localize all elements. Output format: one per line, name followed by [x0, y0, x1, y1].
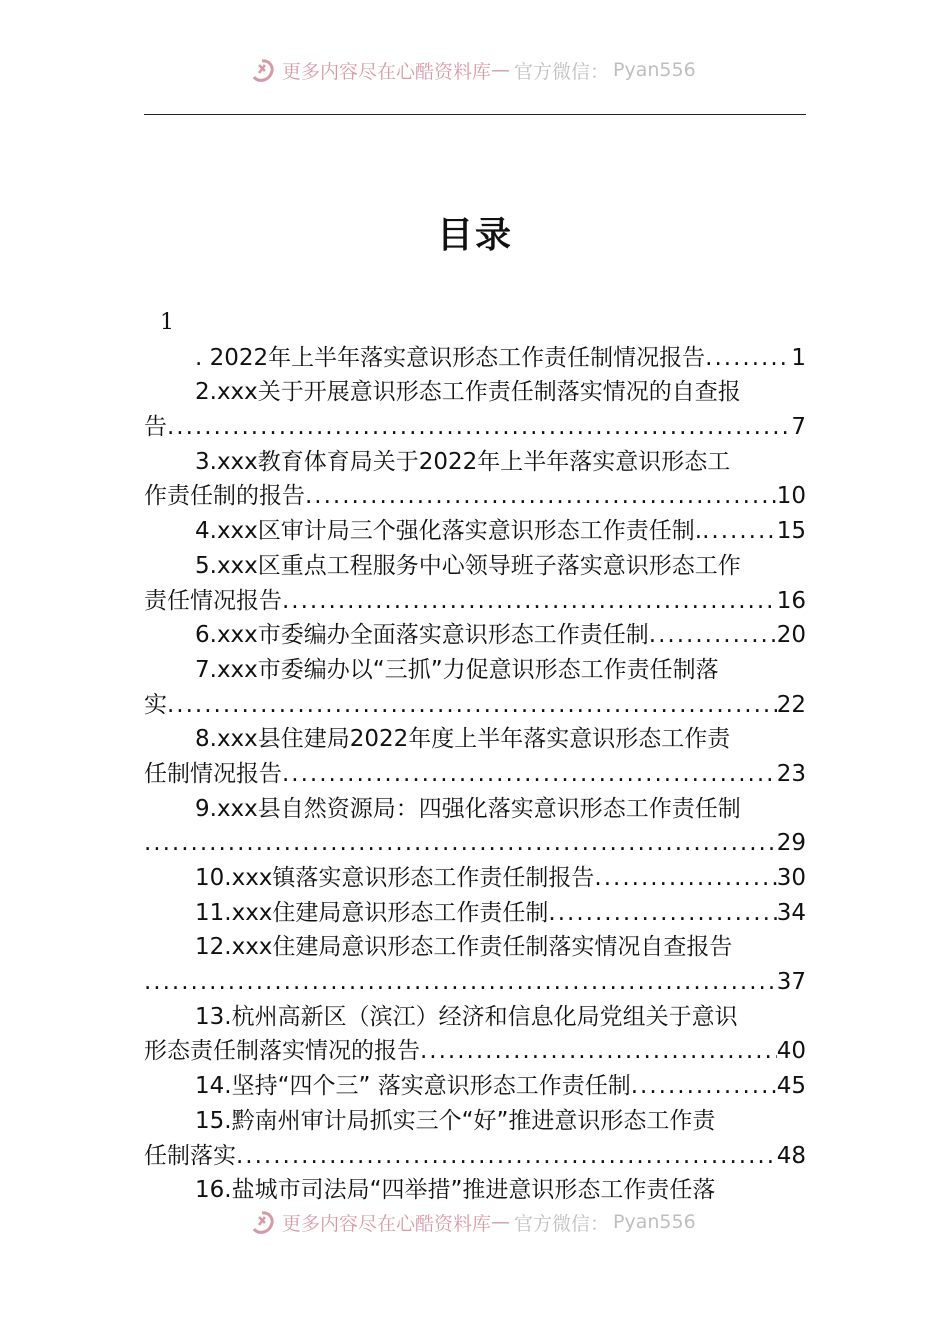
- toc-entry-title: 作责任制的报告: [144, 483, 305, 510]
- toc-page-number: 10: [776, 483, 806, 510]
- brand-logo-icon: [250, 57, 276, 83]
- dot-leader: [705, 341, 791, 376]
- toc-page-number: 20: [776, 622, 806, 649]
- toc-page-number: 48: [776, 1142, 806, 1169]
- toc-entry-title: 9.xxx县自然资源局：四强化落实意识形态工作责任制: [195, 795, 741, 822]
- toc-entry[interactable]: [144, 1000, 806, 1069]
- toc-entry[interactable]: [144, 792, 806, 861]
- dot-leader: [282, 584, 777, 619]
- toc-page-number: 15: [776, 518, 806, 545]
- toc-entry-title: 2.xxx关于开展意识形态工作责任制落实情况的自查报: [195, 379, 741, 406]
- toc-entry-title: 形态责任制落实情况的报告: [144, 1038, 420, 1065]
- dot-leader: [631, 1069, 777, 1104]
- toc-entry[interactable]: [144, 861, 806, 896]
- dot-leader: [594, 861, 776, 896]
- toc-entry[interactable]: [144, 618, 806, 653]
- toc-page-number: 22: [776, 691, 806, 718]
- dot-leader: [702, 514, 777, 549]
- toc-entry[interactable]: [144, 1173, 806, 1208]
- toc-entry[interactable]: [144, 445, 806, 514]
- dot-leader: [236, 1139, 777, 1174]
- watermark-bottom: [250, 1207, 770, 1237]
- toc-entry[interactable]: [144, 549, 806, 618]
- watermark-contact-label: 官方微信：: [514, 60, 610, 83]
- toc-entry-title: 任制落实: [144, 1142, 236, 1169]
- toc-entry-title: . 2022年上半年落实意识形态工作责任制情况报告: [195, 344, 706, 371]
- toc-entry-title: 16.盐城市司法局“四举措”推进意识形态工作责任落: [195, 1177, 716, 1204]
- toc-entry-title: 13.杭州高新区（滨江）经济和信息化局党组关于意识: [195, 1003, 738, 1030]
- toc-page-number: 37: [776, 969, 806, 996]
- watermark-contact-id: Pyan556: [613, 59, 696, 81]
- dot-leader: [305, 479, 777, 514]
- toc-page-number: 1: [791, 344, 806, 371]
- watermark-top: [250, 55, 770, 85]
- toc-page-number: 7: [791, 414, 806, 441]
- dot-leader: [167, 688, 777, 723]
- toc-page-number: 23: [776, 760, 806, 787]
- watermark-separator: —: [491, 59, 511, 81]
- toc-page-number: 40: [776, 1038, 806, 1065]
- dot-leader: [167, 410, 791, 445]
- toc-marker: 1: [160, 310, 174, 335]
- watermark-text: 更多内容尽在心酷资料库: [282, 1212, 492, 1235]
- page-title: 目录: [436, 215, 513, 256]
- toc-entry[interactable]: [144, 930, 806, 999]
- dot-leader: [144, 965, 777, 1000]
- watermark-contact-id: Pyan556: [613, 1211, 696, 1233]
- toc-entry[interactable]: [144, 896, 806, 931]
- toc-entry-title: 8.xxx县住建局2022年度上半年落实意识形态工作责: [195, 726, 731, 753]
- toc-entry[interactable]: [144, 341, 806, 376]
- dot-leader: [420, 1034, 777, 1069]
- toc-entry-title: 责任情况报告: [144, 587, 282, 614]
- toc-entry-title: 14.坚持“四个三” 落实意识形态工作责任制: [195, 1073, 631, 1100]
- toc-entry-title: 告: [144, 414, 167, 441]
- dot-leader: [548, 896, 776, 931]
- toc-entry-title: 任制情况报告: [144, 760, 282, 787]
- watermark-separator: —: [491, 1211, 511, 1233]
- toc-entry-title: 3.xxx教育体育局关于2022年上半年落实意识形态工: [195, 448, 731, 475]
- toc-entry-title: 6.xxx市委编办全面落实意识形态工作责任制: [195, 622, 649, 649]
- toc-page-number: 45: [776, 1073, 806, 1100]
- toc-entry-title: 7.xxx市委编办以“三抓”力促意识形态工作责任制落: [195, 656, 719, 683]
- toc-page-number: 29: [776, 830, 806, 857]
- toc-entry-title: 12.xxx住建局意识形态工作责任制落实情况自查报告: [195, 934, 733, 961]
- toc-entry-title: 10.xxx镇落实意识形态工作责任制报告: [195, 865, 595, 891]
- table-of-contents: [144, 306, 806, 1208]
- dot-leader: [282, 757, 777, 792]
- toc-entry-title: 实: [144, 691, 167, 718]
- toc-entry[interactable]: [144, 514, 806, 549]
- toc-page-number: 30: [776, 865, 806, 891]
- toc-entry[interactable]: [144, 1069, 806, 1104]
- toc-page-number: 16: [776, 587, 806, 614]
- dot-leader: [649, 618, 777, 653]
- toc-entry-title: 4.xxx区审计局三个强化落实意识形态工作责任制.: [195, 518, 703, 545]
- toc-entry-title: 15.黔南州审计局抓实三个“好”推进意识形态工作责: [195, 1107, 716, 1134]
- watermark-contact-label: 官方微信：: [514, 1212, 610, 1235]
- dot-leader: [144, 826, 777, 861]
- toc-entry-title: 11.xxx住建局意识形态工作责任制: [195, 899, 549, 926]
- toc-entry[interactable]: [144, 1104, 806, 1173]
- toc-entry[interactable]: [144, 653, 806, 722]
- toc-entry[interactable]: [144, 722, 806, 791]
- toc-entry[interactable]: [144, 375, 806, 444]
- header-rule: [144, 114, 806, 115]
- watermark-text: 更多内容尽在心酷资料库: [282, 60, 492, 83]
- toc-entry-title: 5.xxx区重点工程服务中心领导班子落实意识形态工作: [195, 552, 741, 579]
- toc-page-number: 34: [776, 899, 806, 926]
- brand-logo-icon: [250, 1209, 276, 1235]
